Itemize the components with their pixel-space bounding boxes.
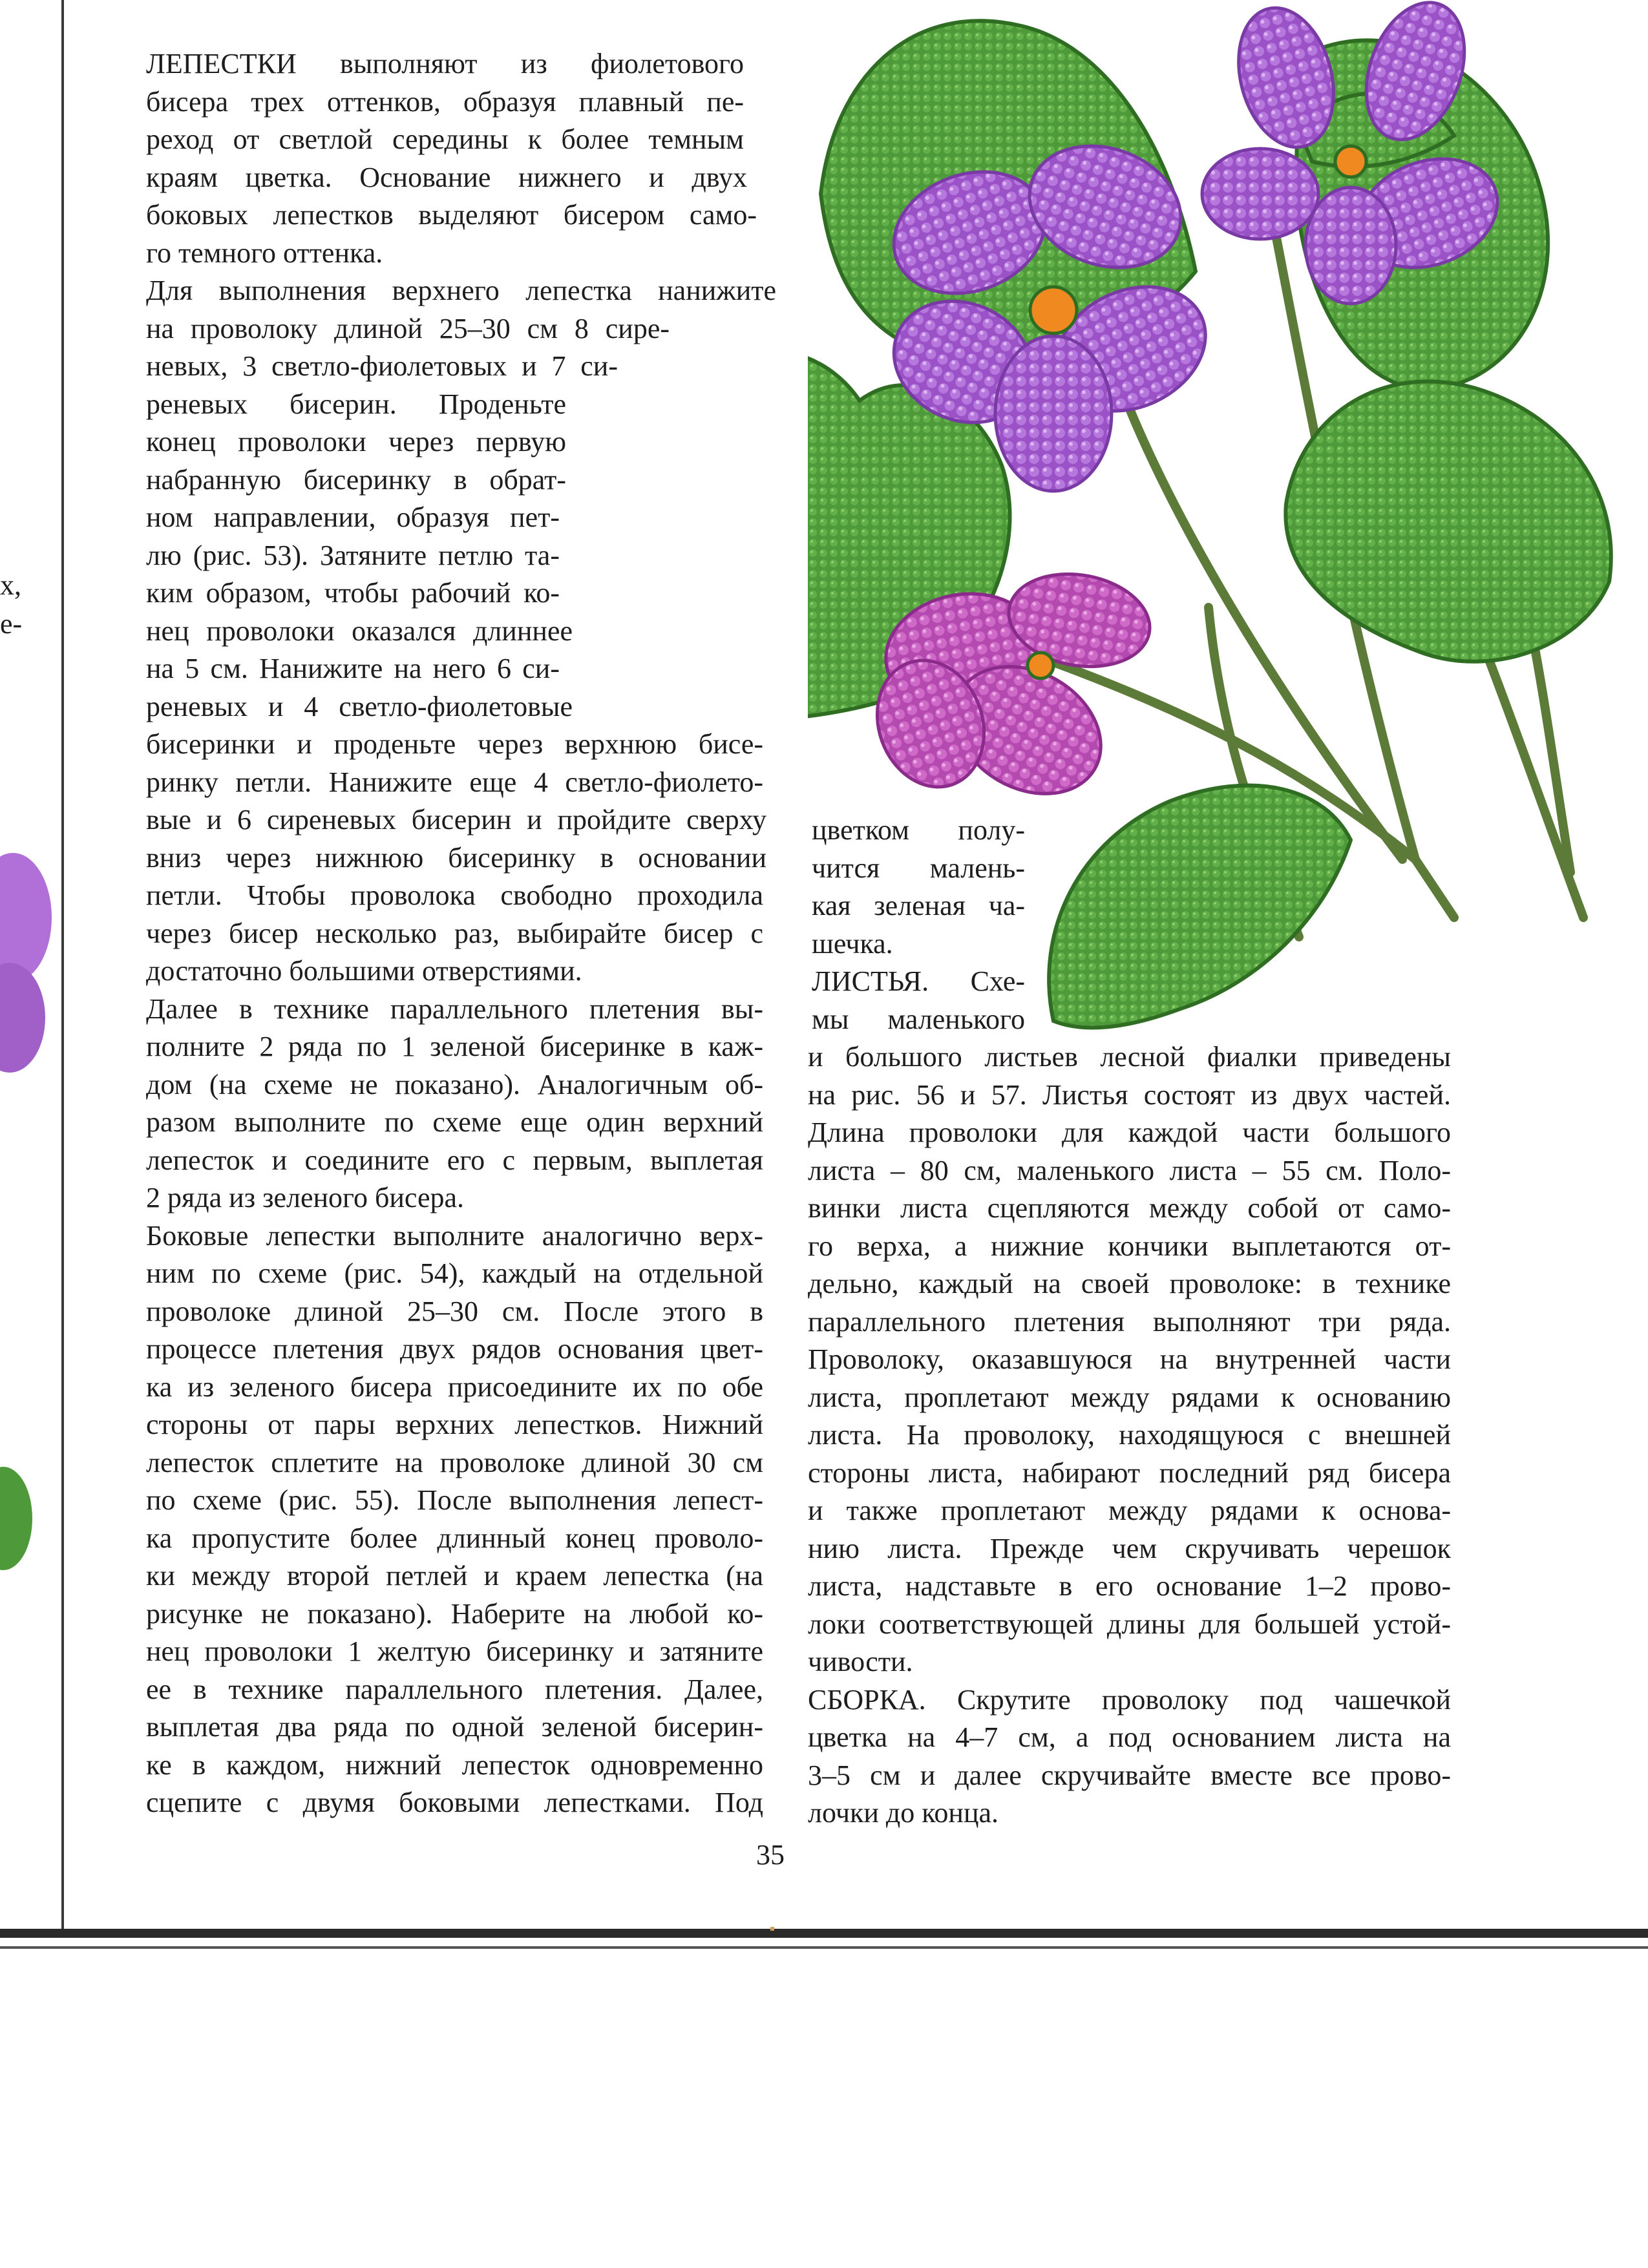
text-line: го верха, а нижние кончики выплетаются от- [808, 1230, 1451, 1262]
text-line: СБОРКА. Скрутите проволоку под чашечкой [808, 1683, 1451, 1716]
text-line: реход от светлой середины к более темным [146, 123, 744, 155]
text-line: лочки до конца. [808, 1797, 999, 1829]
text-line: 3–5 см и далее скручивайте вместе все прово- [808, 1759, 1451, 1791]
text-line: го темного оттенка. [146, 236, 383, 269]
text-line: нию листа. Прежде чем скручивать черешок [808, 1532, 1451, 1564]
text-line: Проволоку, оказавшуюся на внутренней части [808, 1343, 1451, 1375]
text-line: дом (на схеме не показано). Аналогичным об- [146, 1068, 763, 1100]
text-line: винки листа сцепляются между собой от само- [808, 1192, 1451, 1224]
text-line: ким образом, чтобы рабочий ко- [146, 577, 560, 609]
text-line: Для выполнения верхнего лепестка нанижите [146, 275, 776, 306]
text-line: проволоке длиной 25–30 см. После этого в [146, 1295, 763, 1327]
text-line: ринку петли. Нанижите еще 4 светло-фиолето- [146, 766, 763, 798]
text-line: процессе плетения двух рядов основания цвет- [146, 1333, 763, 1365]
text-line: Длина проволоки для каждой части большого [808, 1117, 1451, 1148]
text-line: невых, 3 светло-фиолетовых и 7 си- [146, 350, 618, 382]
text-line: набранную бисеринку в обрат- [146, 463, 566, 496]
left-page-fragment: х, [0, 569, 21, 601]
text-line: на 5 см. Нанижите на него 6 си- [146, 653, 560, 684]
bottom-page-edge-shadow [0, 1946, 1648, 1949]
text-line: ке в каждом, нижний лепесток одновременно [146, 1748, 763, 1781]
text-line: на рис. 56 и 57. Листья состоят из двух частей. [808, 1078, 1451, 1111]
left-page-petal-fragment [0, 963, 45, 1073]
text-line: боковых лепестков выделяют бисером само- [146, 199, 757, 231]
text-line: вниз через нижнюю бисеринку в основании [146, 841, 766, 874]
text-line: сцепите с двумя боковыми лепестками. Под [146, 1787, 763, 1818]
text-line: нец проволоки оказался длиннее [146, 614, 573, 647]
text-line: лю (рис. 53). Затяните петлю та- [146, 539, 560, 571]
text-column-right-top [812, 812, 1025, 1038]
text-line: параллельного плетения выполняют три ряда. [808, 1305, 1451, 1338]
text-line: листа, проплетают между рядами к основанию [808, 1381, 1451, 1413]
text-line: шечка. [812, 927, 893, 960]
text-line: ЛИСТЬЯ. Схе- [812, 965, 1025, 997]
left-page-leaf-fragment [0, 1467, 32, 1570]
text-line: лепесток и соедините его с первым, выплетая [146, 1144, 763, 1176]
text-line: ки между второй петлей и краем лепестка (на [146, 1560, 763, 1591]
text-line: стороны листа, набирают последний ряд бисера [808, 1456, 1451, 1489]
text-line: ЛЕПЕСТКИ выполняют из фиолетового [146, 48, 744, 79]
text-line: через бисер несколько раз, выбирайте бисер с [146, 917, 763, 949]
text-line: достаточно большими отверстиями. [146, 955, 582, 987]
text-line: ним по схеме (рис. 54), каждый на отдельной [146, 1257, 763, 1289]
text-line: краям цветка. Основание нижнего и двух [146, 161, 747, 193]
text-line: бисера трех оттенков, образуя плавный пе- [146, 85, 744, 118]
text-line: ка из зеленого бисера присоедините их по обе [146, 1370, 763, 1403]
text-line: ном направлении, образуя пет- [146, 501, 560, 533]
text-line: реневых и 4 светло-фиолетовые [146, 690, 573, 722]
text-line: чится малень- [812, 852, 1025, 884]
text-column-right [808, 1038, 1451, 1832]
leaf-bottom [1049, 786, 1351, 1028]
text-line: мы маленького [812, 1003, 1025, 1035]
text-line: чивости. [808, 1646, 913, 1677]
text-line: полните 2 ряда по 1 зеленой бисеринке в каж- [146, 1031, 763, 1062]
text-line: дельно, каждый на своей проволоке: в технике [808, 1268, 1451, 1299]
text-line: вые и 6 сиреневых бисерин и пройдите сверху [146, 804, 766, 835]
text-line: петли. Чтобы проволока свободно проходила [146, 879, 763, 911]
page-number: 35 [756, 1839, 785, 1871]
text-line: бисеринки и проденьте через верхнюю бисе- [146, 728, 763, 760]
print-marker [770, 1927, 774, 1931]
text-line: и также проплетают между рядами к основа- [808, 1495, 1451, 1526]
text-line: листа – 80 см, маленького листа – 55 см. Поло- [808, 1154, 1451, 1186]
text-line: рисунке не показано). Наберите на любой ко- [146, 1597, 763, 1630]
text-line: лепесток сплетите на проволоке длиной 30 см [146, 1446, 763, 1478]
text-line: Боковые лепестки выполните аналогично верх- [146, 1219, 763, 1252]
text-line: кая зеленая ча- [812, 890, 1025, 921]
text-line: разом выполните по схеме еще один верхний [146, 1106, 763, 1138]
text-line: листа, надставьте в его основание 1–2 прово- [808, 1570, 1451, 1602]
leaf-middle-right [1285, 381, 1611, 661]
text-line: на проволоку длиной 25–30 см 8 сире- [146, 312, 670, 344]
text-line: локи соответствующей длины для большей устой- [808, 1608, 1451, 1640]
text-line: ее в технике параллельного плетения. Далее, [146, 1673, 763, 1705]
text-line: ка пропустите более длинный конец проволо- [146, 1522, 763, 1554]
text-line: и большого листьев лесной фиалки приведены [808, 1041, 1451, 1073]
text-line: по схеме (рис. 55). После выполнения лепест- [146, 1484, 763, 1516]
page-binding-edge [61, 0, 64, 1929]
text-line: выплетая два ряда по одной зеленой бисерин- [146, 1711, 763, 1743]
text-line: 2 ряда из зеленого бисера. [146, 1182, 465, 1213]
text-line: листа. На проволоку, находящуюся с внешней [808, 1419, 1451, 1451]
text-line: стороны от пары верхних лепестков. Нижний [146, 1409, 763, 1440]
text-line: конец проволоки через первую [146, 426, 566, 457]
text-line: цветка на 4–7 см, а под основанием листа на [808, 1721, 1451, 1753]
text-column-left [146, 45, 776, 1822]
text-line: Далее в технике параллельного плетения вы- [146, 992, 763, 1025]
text-line: нец проволоки 1 желтую бисеринку и затяните [146, 1635, 763, 1667]
bottom-page-edge [0, 1929, 1648, 1938]
left-page-fragment: е- [0, 608, 23, 640]
text-line: цветком полу- [812, 814, 1025, 846]
text-line: реневых бисерин. Проденьте [146, 388, 566, 420]
